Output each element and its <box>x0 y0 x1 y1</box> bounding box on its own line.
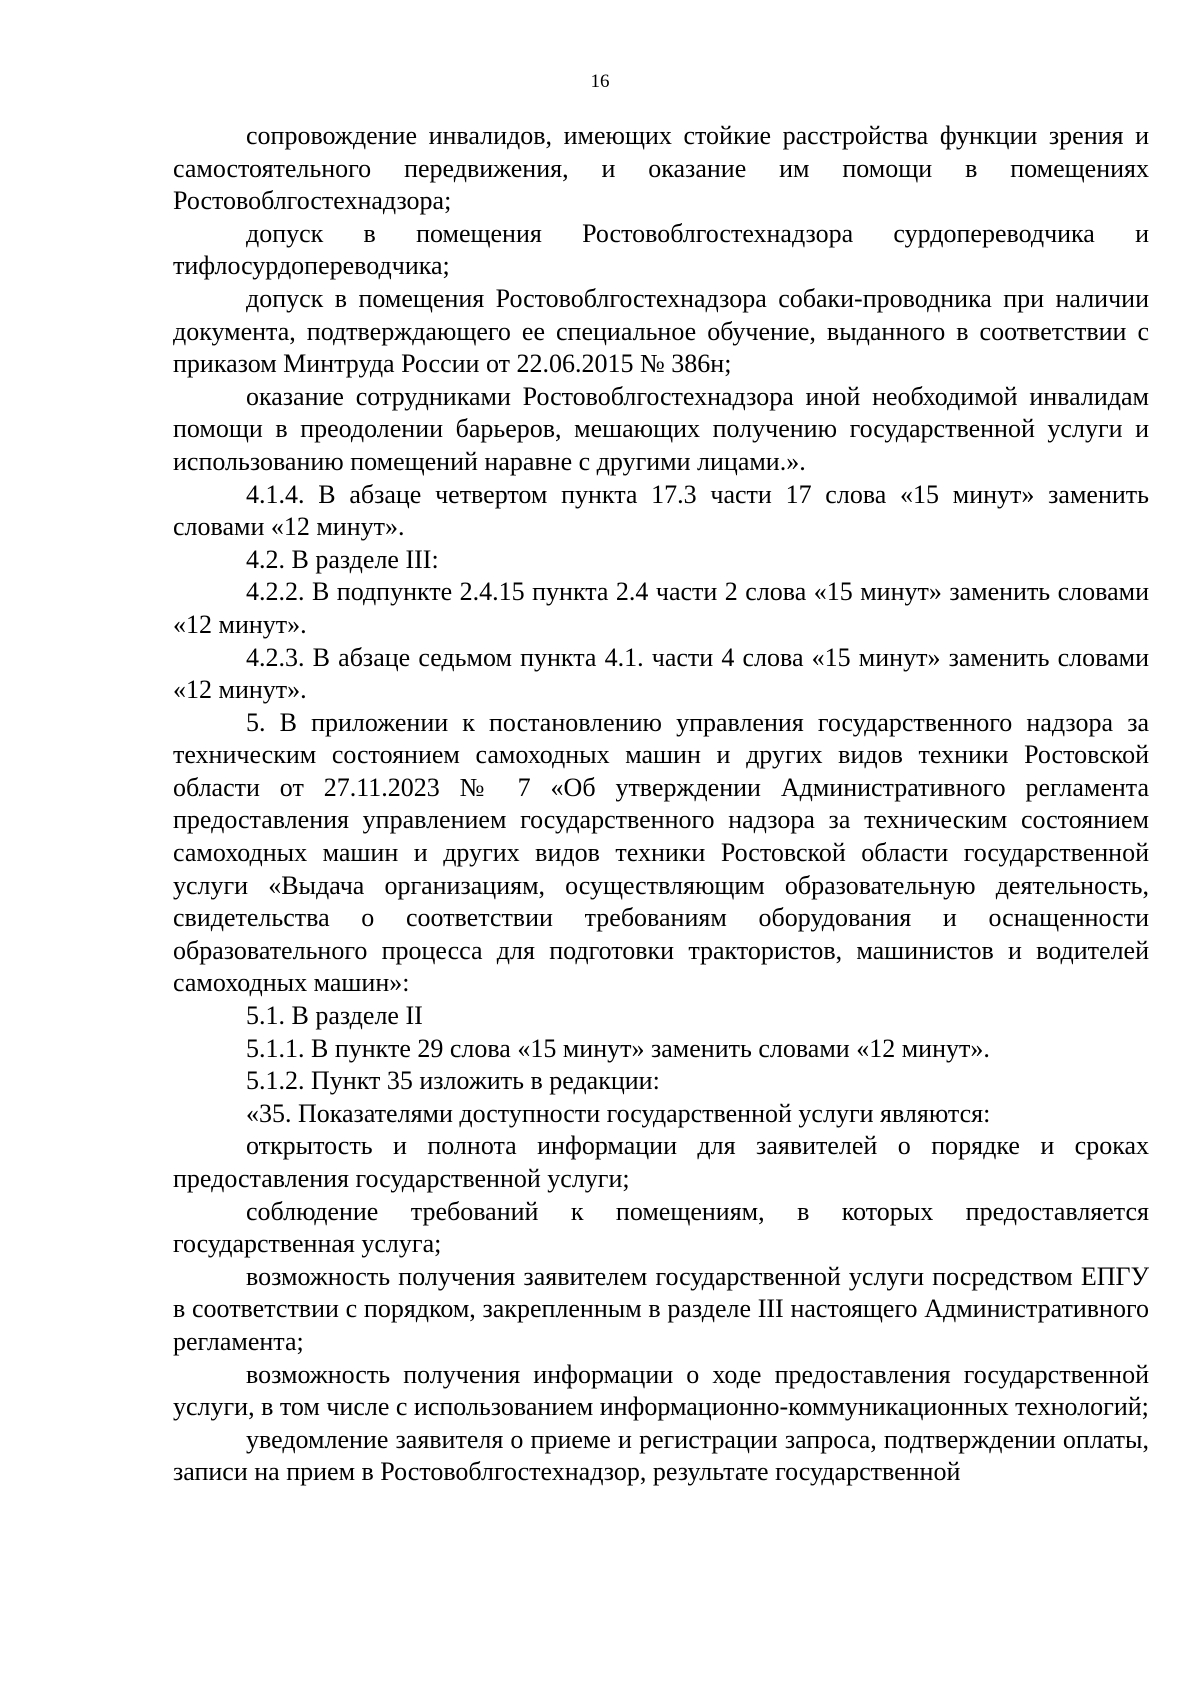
paragraph: 4.1.4. В абзаце четвертом пункта 17.3 части 17 слова «15 минут» заменить словами «12 минут». <box>173 479 1149 542</box>
paragraph: оказание сотрудниками Ростовоблгостехнадзора иной необходимой инвалидам помощи в преодолении барьеров, мешающих получению государственной услуги и использованию помещений наравне с другими лицами.». <box>173 381 1149 476</box>
paragraph: открытость и полнота информации для заявителей о порядке и сроках предоставления государственной услуги; <box>173 1131 1149 1193</box>
paragraph: 4.2.3. В абзаце седьмом пункта 4.1. части 4 слова «15 минут» заменить словами «12 минут». <box>173 642 1149 705</box>
paragraph: 4.2.2. В подпункте 2.4.15 пункта 2.4 части 2 слова «15 минут» заменить словами «12 минут». <box>173 577 1149 639</box>
paragraph: соблюдение требований к помещениям, в которых предоставляется государственная услуга; <box>173 1196 1149 1259</box>
document-body <box>173 120 1149 1489</box>
paragraph: 5.1. В разделе II <box>246 1001 423 1031</box>
paragraph: допуск в помещения Ростовоблгостехнадзора собаки-проводника при наличии документа, подтверждающего ее специальное обучение, выданного в соответствии с приказом Минтруда России от 22.06.2015 № 386н; <box>173 283 1149 379</box>
paragraph: 5.1.1. В пункте 29 слова «15 минут» заменить словами «12 минут». <box>246 1033 990 1063</box>
paragraph: 4.2. В разделе III: <box>246 544 439 574</box>
paragraph: уведомление заявителя о приеме и регистрации запроса, подтверждении оплаты, записи на прием в Ростовоблгостехнадзор, результате государственной <box>173 1424 1149 1487</box>
paragraph: возможность получения заявителем государственной услуги посредством ЕПГУ в соответствии с порядком, закрепленным в разделе III настоящего Административного регламента; <box>173 1261 1149 1356</box>
paragraph: 5.1.2. Пункт 35 изложить в редакции: <box>246 1066 660 1096</box>
paragraph: возможность получения информации о ходе предоставления государственной услуги, в том числе с использованием информационно-коммуникационных технологий; <box>173 1359 1149 1422</box>
paragraph: «35. Показателями доступности государственной услуги являются: <box>246 1098 991 1128</box>
page-number: 16 <box>590 71 610 92</box>
paragraph: сопровождение инвалидов, имеющих стойкие расстройства функции зрения и самостоятельного передвижения, и оказание им помощи в помещениях Ростовоблгостехнадзора; <box>173 121 1149 216</box>
paragraph: 5. В приложении к постановлению управления государственного надзора за техническим состоянием самоходных машин и других видов техники Ростовской области от 27.11.2023 № 7 «Об утверждении Административного регламента предоставления управлением государственного надзора за техническим состоянием самоходных машин и других видов техники Ростовской области государственной услуги «Выдача организациям, осуществляющим образовательную деятельность, свидетельства о соответствии требованиям оборудования и оснащенности образовательного процесса для подготовки трактористов, машинистов и водителей самоходных машин»: <box>173 707 1149 998</box>
paragraph: допуск в помещения Ростовоблгостехнадзора сурдопереводчика и тифлосурдопереводчика; <box>173 218 1149 281</box>
